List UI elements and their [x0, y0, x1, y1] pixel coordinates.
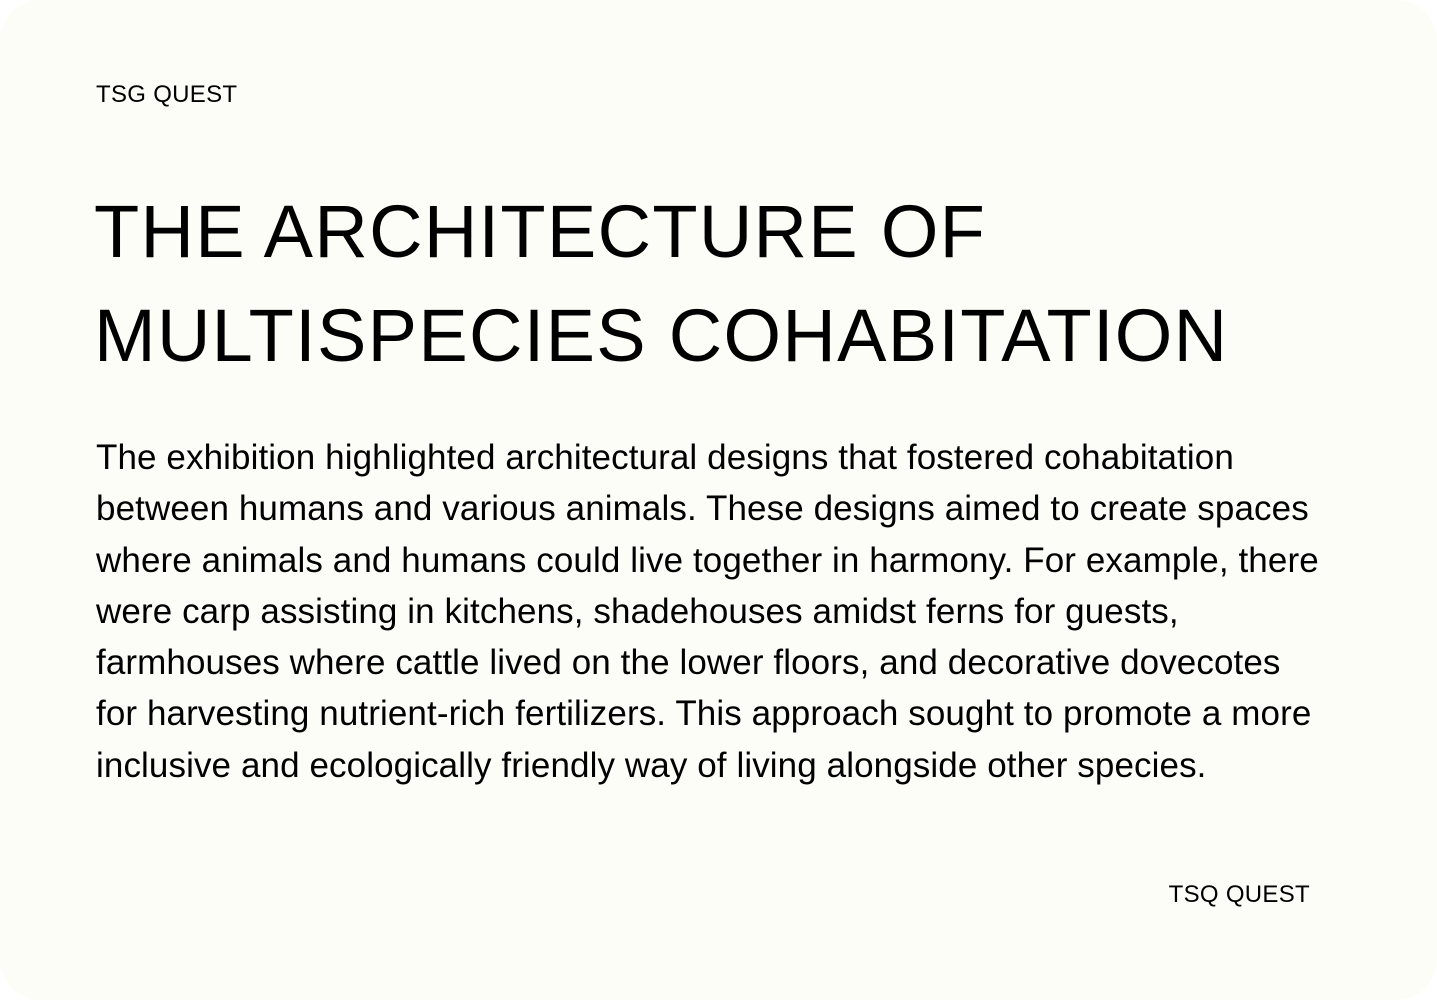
body-paragraph: The exhibition highlighted architectural designs that fostered cohabitation between humans and various animals. These designs aimed to create spaces where animals and humans could live together in harmony. For example, there were carp assisting in kitchens, shadehouses amidst ferns for guests, farmhouses where cattle lived on the lower floors, and decorative dovecotes for harvesting nutrient-rich fertilizers. This approach sought to promote a more inclusive and ecologically friendly way of living alongside other species. — [96, 438, 1319, 785]
title-line-2: MULTISPECIES COHABITATION — [94, 294, 1229, 377]
page-title — [94, 180, 1324, 388]
brand-label-top: TSG QUEST — [96, 81, 238, 108]
title-line-1: THE ARCHITECTURE OF — [94, 190, 987, 273]
brand-label-bottom: TSQ QUEST — [1168, 881, 1310, 908]
